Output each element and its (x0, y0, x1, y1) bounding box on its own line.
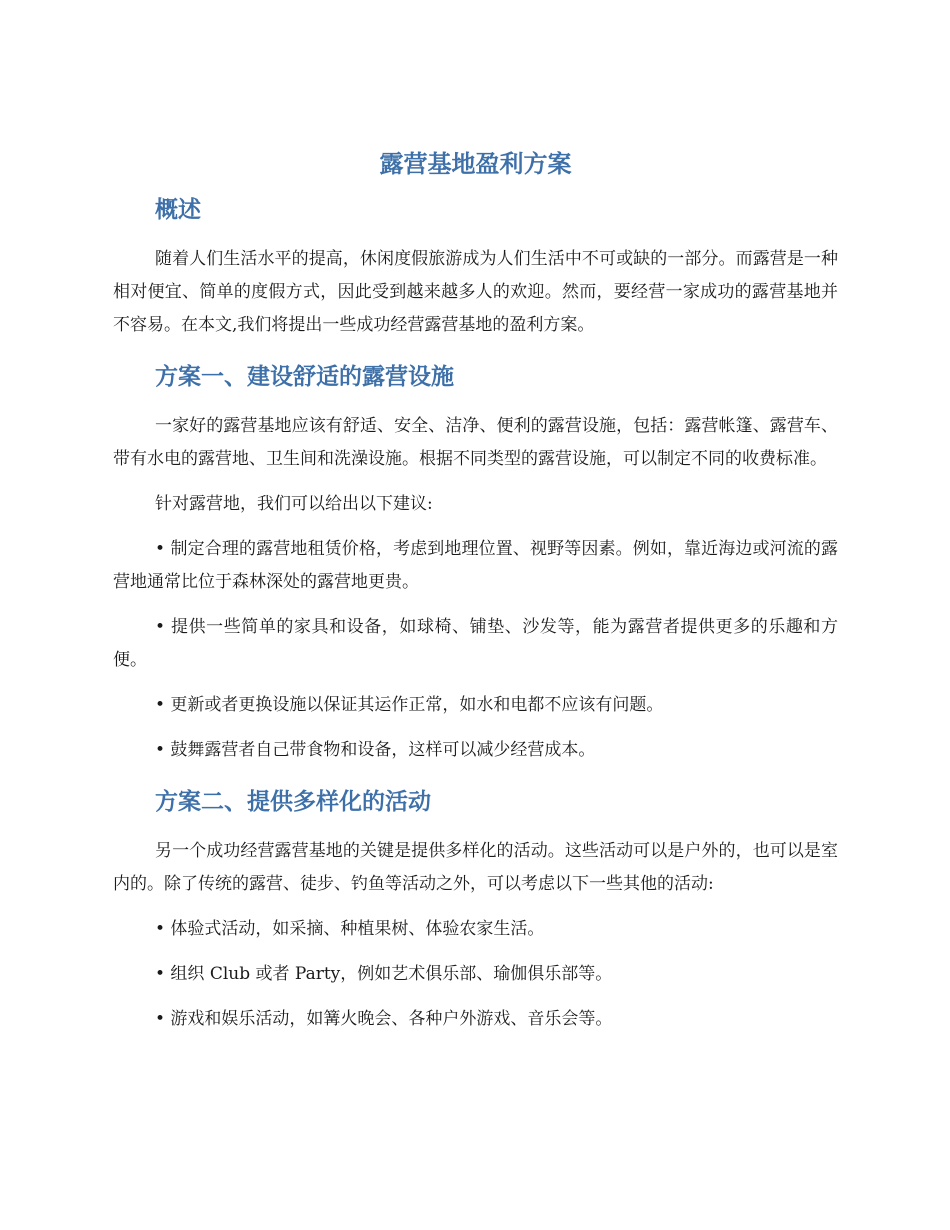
bullet-item: • 提供一些简单的家具和设备，如球椅、铺垫、沙发等，能为露营者提供更多的乐趣和方便。 (113, 617, 838, 670)
section-heading-plan-two: 方案二、提供多样化的活动 (155, 789, 431, 815)
bullet-item: • 更新或者更换设施以保证其运作正常，如水和电都不应该有问题。 (155, 695, 664, 715)
bullet-item: • 体验式活动，如采摘、种植果树、体验农家生活。 (155, 919, 545, 939)
document-page (113, 145, 838, 1036)
bullet-item: • 组织 Club 或者 Party，例如艺术俱乐部、瑜伽俱乐部等。 (155, 964, 613, 984)
bullet-item: • 制定合理的露营地租赁价格，考虑到地理位置、视野等因素。例如，靠近海边或河流的露营地通常比位于森林深处的露营地更贵。 (113, 539, 838, 592)
paragraph-plan-one-suggestions: 针对露营地，我们可以给出以下建议: (155, 494, 433, 514)
bullet-item: • 鼓舞露营者自己带食物和设备，这样可以减少经营成本。 (155, 740, 596, 760)
section-heading-plan-one: 方案一、建设舒适的露营设施 (155, 364, 454, 390)
paragraph-overview: 随着人们生活水平的提高，休闲度假旅游成为人们生活中不可或缺的一部分。而露营是一种相对便宜、简单的度假方式，因此受到越来越多人的欢迎。然而，要经营一家成功的露营基地并不容易。在本文,我们将提出一些成功经营露营基地的盈利方案。 (113, 249, 838, 335)
paragraph-plan-two-intro: 另一个成功经营露营基地的关键是提供多样化的活动。这些活动可以是户外的，也可以是室内的。除了传统的露营、徒步、钓鱼等活动之外，可以考虑以下一些其他的活动: (113, 841, 838, 894)
paragraph-plan-one-intro: 一家好的露营基地应该有舒适、安全、洁净、便利的露营设施，包括：露营帐篷、露营车、带有水电的露营地、卫生间和洗澡设施。根据不同类型的露营设施，可以制定不同的收费标准。 (113, 416, 838, 469)
bullet-item: • 游戏和娱乐活动，如篝火晚会、各种户外游戏、音乐会等。 (155, 1009, 613, 1029)
document-title: 露营基地盈利方案 (379, 150, 572, 178)
section-heading-overview: 概述 (155, 197, 201, 223)
